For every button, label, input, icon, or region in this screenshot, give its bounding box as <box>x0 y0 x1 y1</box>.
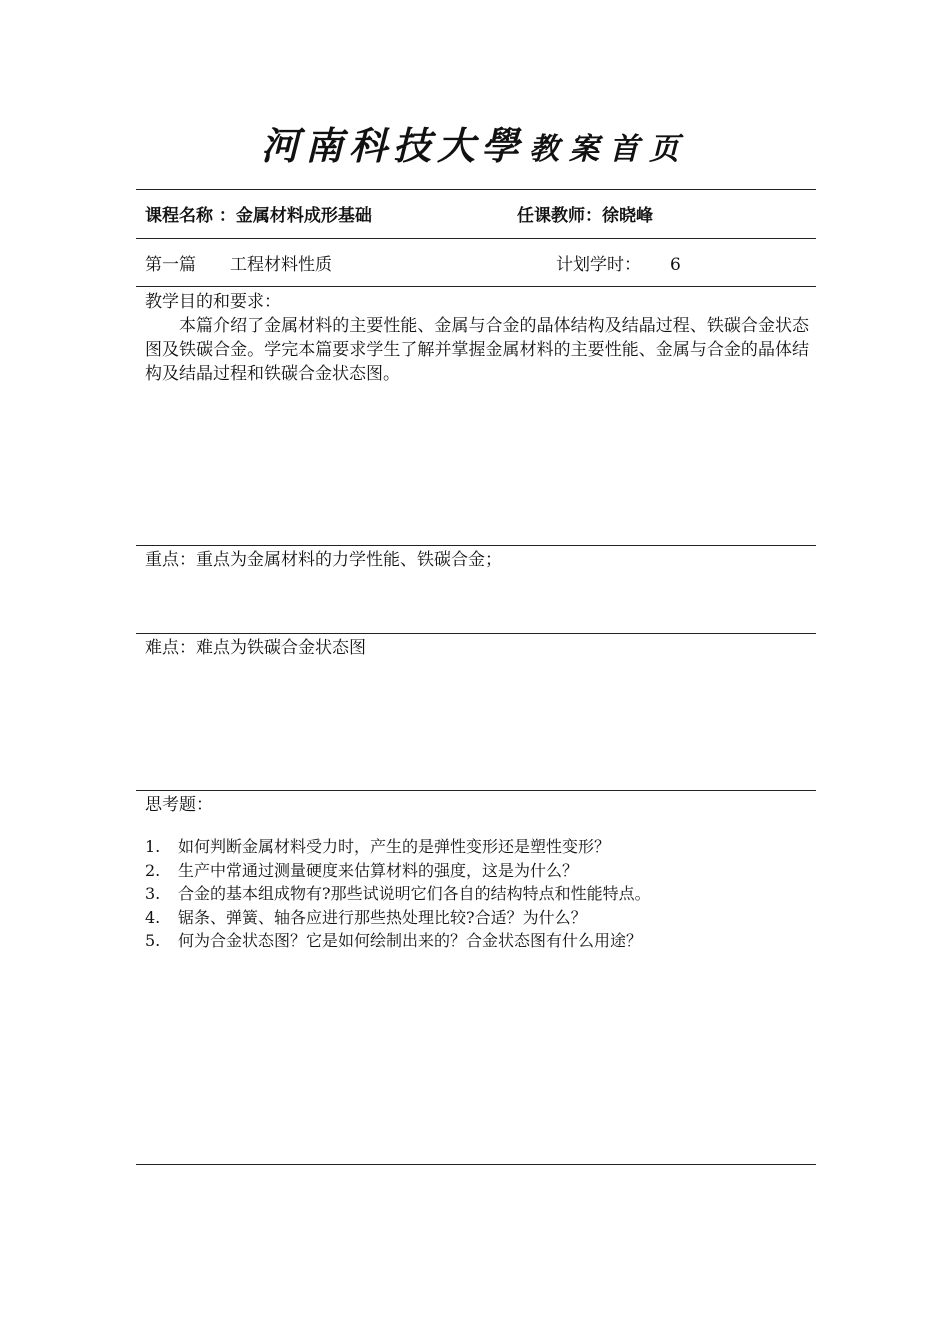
page-title <box>0 118 950 178</box>
list-item <box>145 859 805 883</box>
question-text: 如何判断金属材料受力时，产生的是弹性变形还是塑性变形？ <box>178 837 611 856</box>
list-item <box>145 882 805 906</box>
question-text: 锯条、弹簧、轴各应进行那些热处理比较?合适？为什么？ <box>178 907 587 927</box>
objectives-text: 本篇介绍了金属材料的主要性能、金属与合金的晶体结构及结晶过程、铁碳合金状态图及铁碳合金。学完本篇要求学生了解并掌握金属材料的主要性能、金属与合金的晶体结构及结晶过程和铁碳合金状态图。 <box>145 316 809 384</box>
row-divider-3 <box>136 545 816 546</box>
chapter-title: 工程材料性质 <box>230 255 332 275</box>
question-number: 2. <box>145 860 161 880</box>
chapter-number: 第一篇 <box>145 255 196 275</box>
list-item <box>145 906 805 930</box>
list-item <box>145 929 805 953</box>
question-number: 5. <box>145 931 161 950</box>
planned-hours-label: 计划学时： <box>556 255 641 275</box>
question-number: 3. <box>145 884 161 903</box>
document-title: 教案首页 <box>529 132 689 167</box>
key-points: 重点：重点为金属材料的力学性能、铁碳合金； <box>145 550 502 570</box>
table-bottom-border <box>136 1164 816 1165</box>
question-text: 何为合金状态图？它是如何绘制出来的？合金状态图有什么用途？ <box>178 931 643 950</box>
row-divider-5 <box>136 790 816 791</box>
table-top-border <box>136 189 816 190</box>
university-name: 河南科技大學 <box>260 123 525 168</box>
course-name: 课程名称 ：金属材料成形基础 <box>145 206 372 226</box>
questions-label: 思考题： <box>145 795 213 815</box>
question-number: 4. <box>145 907 161 927</box>
row-divider-2 <box>136 286 816 287</box>
row-divider-4 <box>136 633 816 634</box>
difficulties: 难点：难点为铁碳合金状态图 <box>145 638 366 658</box>
objectives-label: 教学目的和要求： <box>145 292 281 312</box>
teacher-name: 任课教师：徐晓峰 <box>517 206 653 226</box>
row-divider-1 <box>136 238 816 239</box>
question-list <box>145 835 805 953</box>
question-number: 1. <box>145 837 161 856</box>
planned-hours-value: 6 <box>670 255 681 275</box>
question-text: 合金的基本组成物有?那些试说明它们各自的结构特点和性能特点。 <box>178 884 651 903</box>
list-item <box>145 835 805 859</box>
question-text: 生产中常通过测量硬度来估算材料的强度，这是为什么？ <box>178 860 579 880</box>
